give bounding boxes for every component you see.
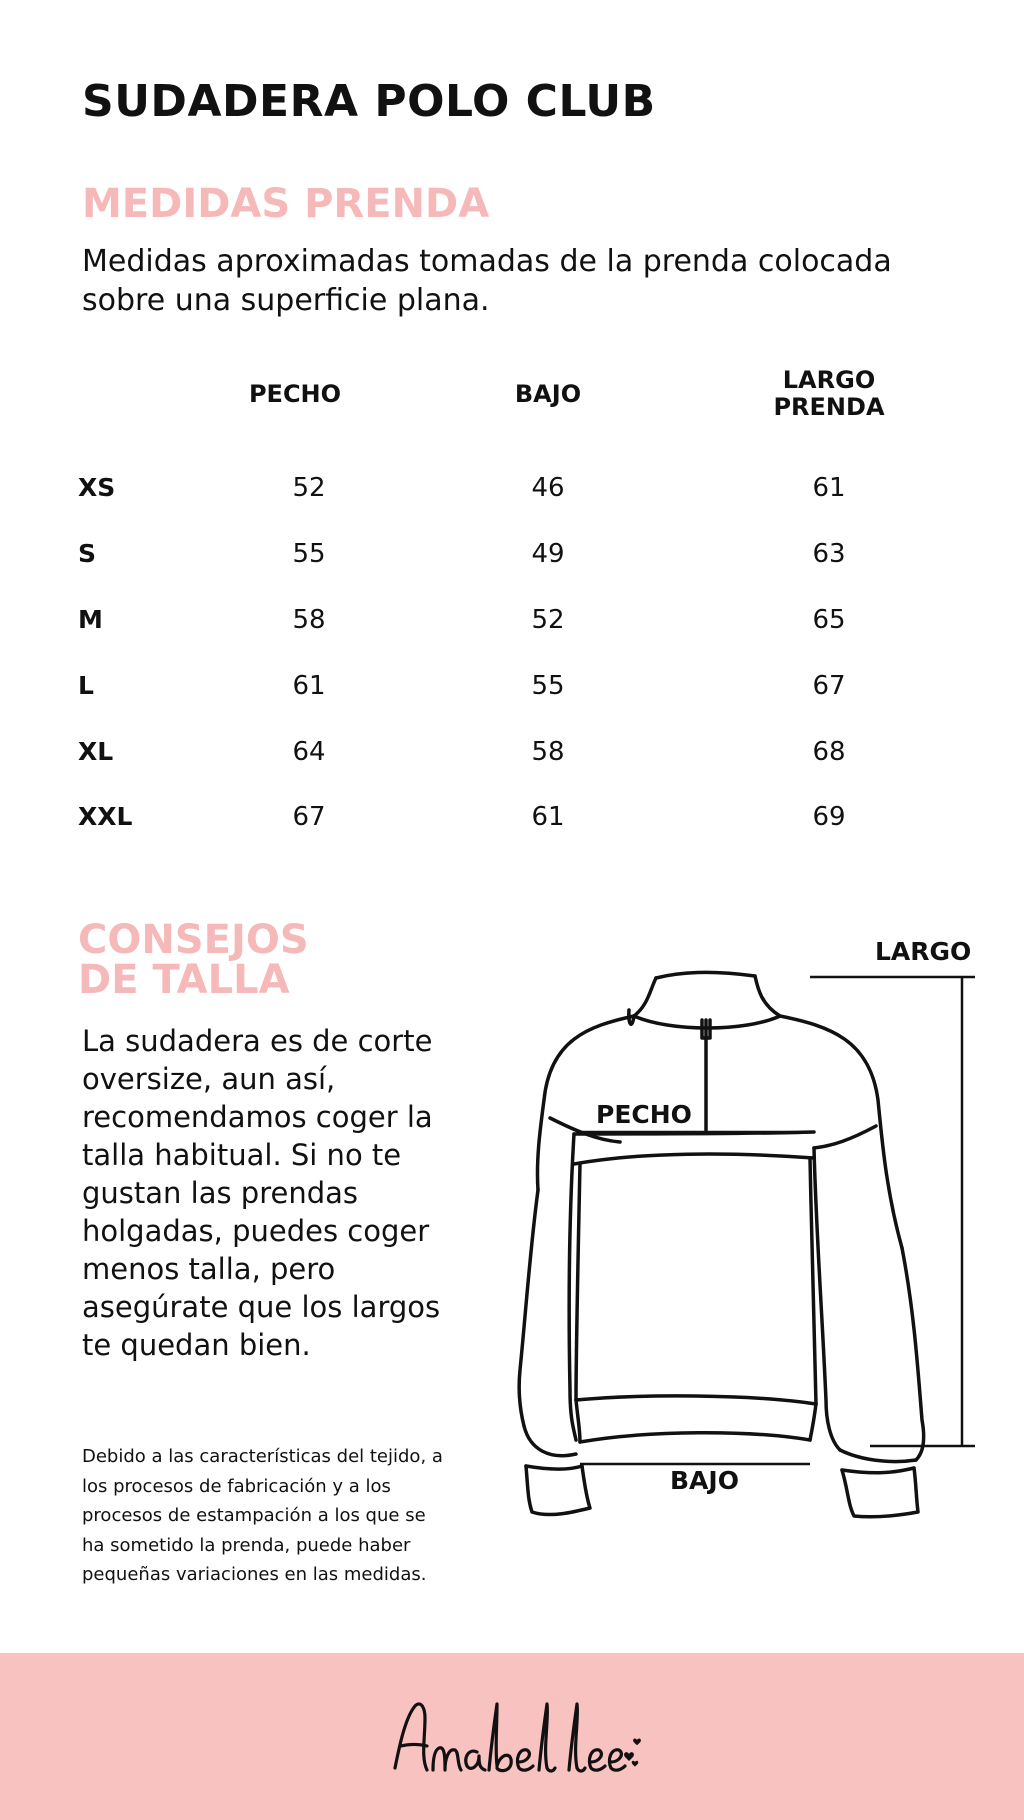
largo-value: 63: [812, 539, 846, 569]
largo-value: 61: [812, 473, 846, 503]
largo-value: 68: [812, 737, 846, 767]
bajo-value: 61: [531, 802, 565, 832]
advice-text: La sudadera es de corte oversize, aun así, recomendamos coger la talla habitual. Si no te gustan las prendas holgadas, puedes coger menos talla, pero asegúrate que los largos te quedan bien.: [82, 1024, 441, 1362]
size-label: XXL: [78, 802, 133, 831]
bajo-value: 52: [531, 605, 565, 635]
column-header-bajo: BAJO: [514, 380, 582, 408]
pecho-value: 67: [292, 802, 326, 832]
pecho-label: PECHO: [596, 1100, 692, 1129]
size-label: XL: [78, 737, 114, 766]
advice-heading: CONSEJOS DE TALLA: [78, 917, 309, 1003]
sweatshirt-illustration: [470, 930, 990, 1530]
largo-value: 69: [812, 802, 846, 832]
anabel-lee-logo: [385, 1688, 645, 1788]
variation-note: Debido a las características del tejido, a los procesos de fabricación y a los procesos de estampación a los que se ha sometido la prenda, puede haber pequeñas variaciones en las medidas.: [82, 1446, 443, 1585]
footer-banner: [0, 1653, 1024, 1820]
measures-heading: MEDIDAS PRENDA: [82, 181, 490, 227]
pecho-value: 64: [292, 737, 326, 767]
bajo-value: 49: [531, 539, 565, 569]
largo-value: 65: [812, 605, 846, 635]
size-label: M: [78, 605, 103, 634]
largo-value: 67: [812, 671, 846, 701]
bajo-value: 55: [531, 671, 565, 701]
bajo-label: BAJO: [670, 1466, 739, 1495]
bajo-value: 58: [531, 737, 565, 767]
column-header-largo-prenda: LARGO PRENDA: [773, 366, 885, 421]
measures-intro: Medidas aproximadas tomadas de la prenda colocada sobre una superficie plana.: [82, 244, 892, 318]
size-label: L: [78, 671, 94, 700]
largo-label: LARGO: [875, 937, 972, 966]
column-header-pecho: PECHO: [248, 380, 342, 408]
pecho-value: 61: [292, 671, 326, 701]
pecho-value: 58: [292, 605, 326, 635]
page-title: SUDADERA POLO CLUB: [82, 76, 656, 127]
size-label: XS: [78, 473, 116, 502]
size-label: S: [78, 539, 97, 568]
pecho-value: 52: [292, 473, 326, 503]
sweatshirt-diagram: [470, 930, 990, 1530]
bajo-value: 46: [531, 473, 565, 503]
pecho-value: 55: [292, 539, 326, 569]
